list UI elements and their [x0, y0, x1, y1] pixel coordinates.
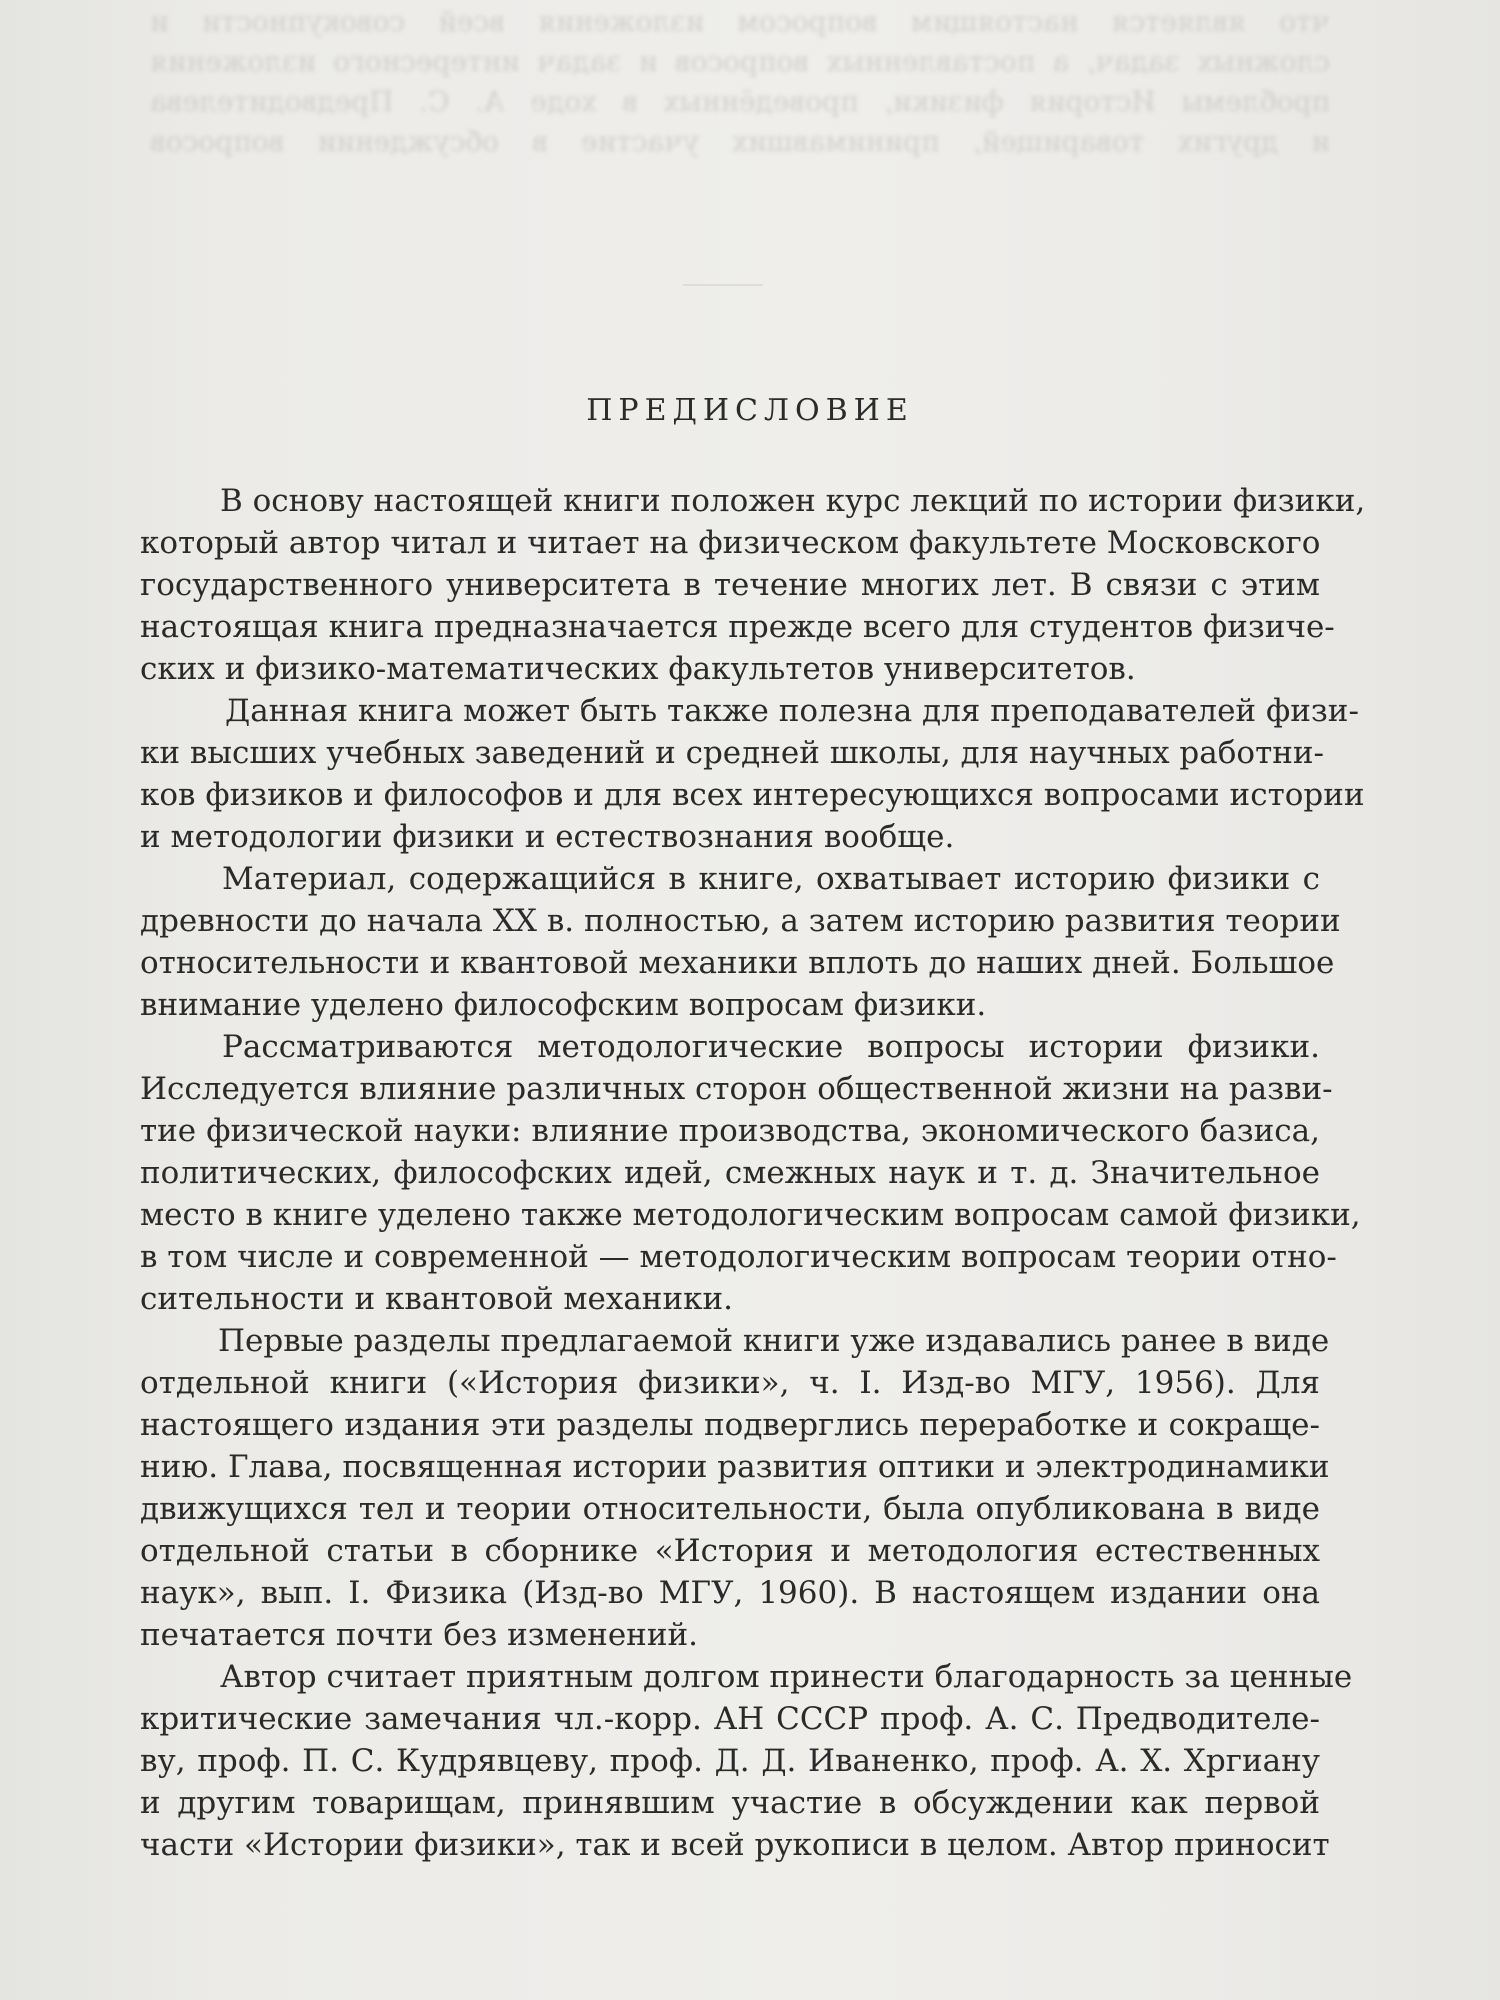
text-line: отдельной статьи в сборнике «История и методология естественных [140, 1533, 1320, 1569]
text-line: части «Истории физики», так и всей рукописи в целом. Автор приносит [140, 1827, 1330, 1863]
bleed-line: что является настоящим вопросом изложения всей совокупности и [150, 5, 1330, 38]
preface-body [140, 480, 1366, 1866]
text-line: нию. Глава, посвященная истории развития оптики и электродинамики [140, 1449, 1330, 1485]
text-line: в том числе и современной — методологическим вопросам теории отно- [140, 1239, 1337, 1275]
text-line: относительности и квантовой механики вплоть до наших дней. Большое [140, 945, 1335, 981]
text-line: Данная книга может быть также полезна для преподавателей физи- [225, 693, 1359, 729]
page-title: ПРЕДИСЛОВИЕ [586, 393, 914, 428]
text-line: отдельной книги («История физики», ч. I. Изд-во МГУ, 1956). Для [140, 1365, 1320, 1401]
text-line: и методологии физики и естествознания вообще. [140, 819, 955, 855]
text-line: настоящая книга предназначается прежде всего для студентов физиче- [140, 609, 1335, 645]
text-line: ков физиков и философов и для всех интересующихся вопросами истории [140, 777, 1365, 813]
text-line: Рассматриваются методологические вопросы истории физики. [222, 1029, 1320, 1065]
bleed-line: и других товарищей, принимавших участие в обсуждении вопросов [150, 125, 1330, 158]
text-line: Автор считает приятным долгом принести благодарность за ценные [220, 1659, 1353, 1695]
text-line: В основу настоящей книги положен курс лекций по истории физики, [220, 483, 1366, 519]
text-line: сительности и квантовой механики. [140, 1281, 734, 1317]
text-line: место в книге уделено также методологическим вопросам самой физики, [140, 1197, 1361, 1233]
text-line: критические замечания чл.-корр. АН СССР проф. А. С. Предводителе- [140, 1701, 1320, 1737]
bleed-separator [683, 284, 763, 286]
text-line: наук», вып. I. Физика (Изд-во МГУ, 1960). В настоящем издании она [140, 1575, 1320, 1611]
text-line: настоящего издания эти разделы подверглись переработке и сокраще- [140, 1407, 1320, 1443]
text-line: который автор читал и читает на физическом факультете Московского [140, 525, 1321, 561]
text-line: ки высших учебных заведений и средней школы, для научных работни- [140, 735, 1325, 771]
bleed-through-text [150, 2, 1330, 162]
text-line: древности до начала XX в. полностью, а затем историю развития теории [140, 903, 1341, 939]
text-line: Первые разделы предлагаемой книги уже издавались ранее в виде [218, 1323, 1330, 1359]
text-line: и другим товарищам, принявшим участие в обсуждении как первой [140, 1785, 1320, 1821]
text-line: Материал, содержащийся в книге, охватывает историю физики с [222, 861, 1320, 897]
text-line: государственного университета в течение многих лет. В связи с этим [140, 567, 1320, 603]
text-line: внимание уделено философским вопросам физики. [140, 987, 987, 1023]
bleed-line: сложных задач, а поставленных вопросов и задач интересного изложения [150, 45, 1330, 78]
text-line: печатается почти без изменений. [140, 1617, 699, 1653]
text-line: политических, философских идей, смежных наук и т. д. Значительное [140, 1155, 1320, 1191]
text-line: Исследуется влияние различных сторон общественной жизни на разви- [140, 1071, 1333, 1107]
text-line: ских и физико-математических факультетов университетов. [140, 651, 1136, 687]
text-line: ву, проф. П. С. Кудрявцеву, проф. Д. Д. Иваненко, проф. А. Х. Хргиану [140, 1743, 1320, 1779]
text-line: тие физической науки: влияние производства, экономического базиса, [140, 1113, 1320, 1149]
bleed-line: проблемы История физики, проведённых в ходе А. С. Предводителева [150, 85, 1330, 118]
text-line: движущихся тел и теории относительности, была опубликована в виде [140, 1491, 1320, 1527]
